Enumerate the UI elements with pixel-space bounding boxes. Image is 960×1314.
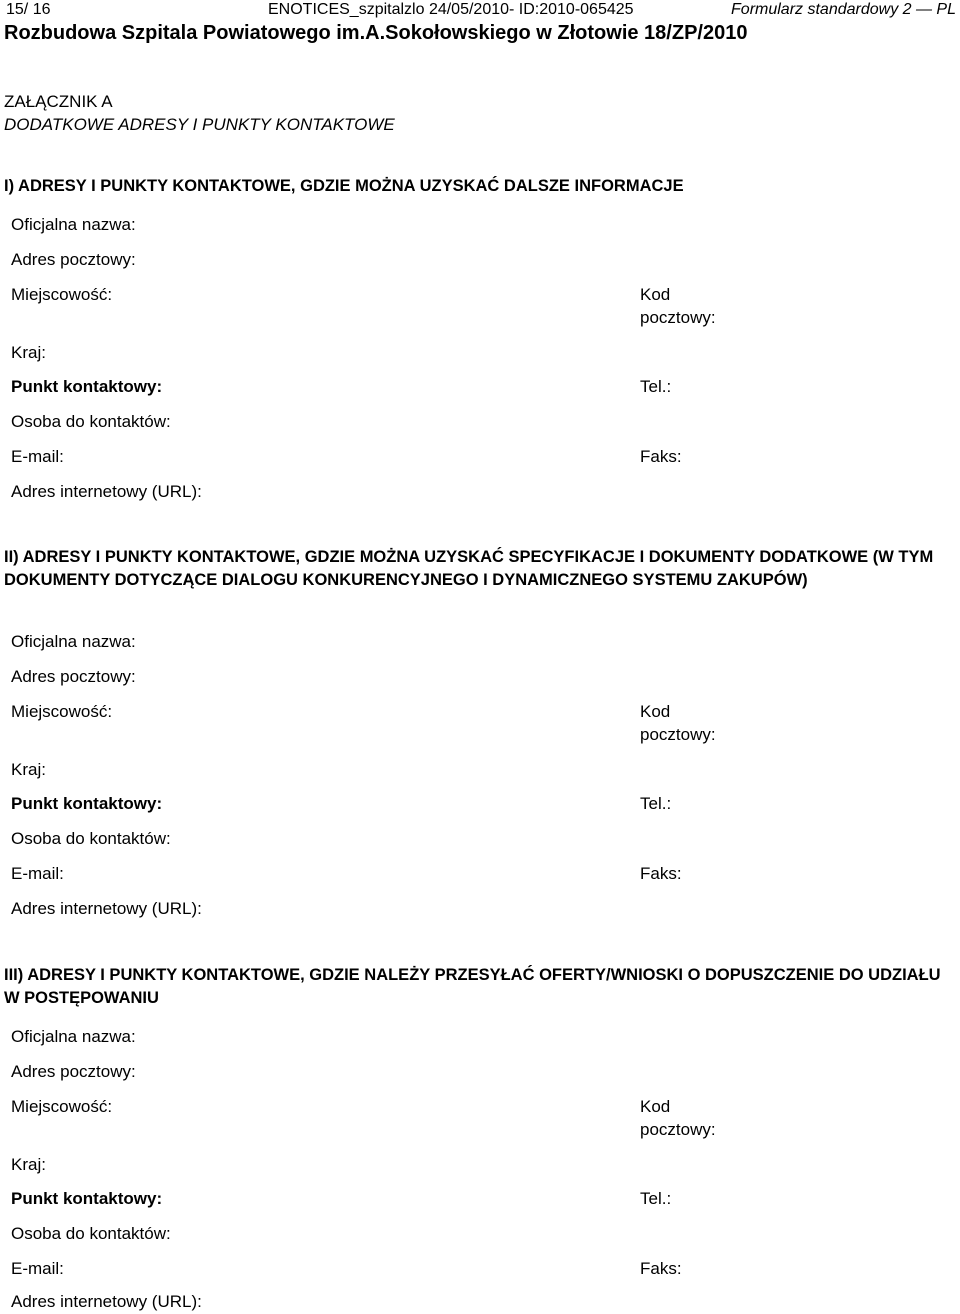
town-label: Miejscowość: bbox=[11, 702, 113, 721]
official-name-label: Oficjalna nazwa: bbox=[11, 1027, 136, 1046]
phone-label: Tel.: bbox=[640, 794, 672, 813]
annex-title: ZAŁĄCZNIK A bbox=[4, 92, 113, 111]
postal-code-label-line1: Kod bbox=[640, 702, 671, 721]
page-header bbox=[0, 0, 960, 22]
section-title: I) ADRESY I PUNKTY KONTAKTOWE, GDZIE MOŻNA UZYSKAĆ DALSZE INFORMACJE bbox=[4, 177, 684, 195]
contact-point-label: Punkt kontaktowy: bbox=[11, 1189, 163, 1208]
fax-label: Faks: bbox=[640, 447, 682, 466]
contact-point-label: Punkt kontaktowy: bbox=[11, 377, 163, 396]
postal-code-label-line2: pocztowy: bbox=[640, 308, 716, 327]
section-title: III) ADRESY I PUNKTY KONTAKTOWE, GDZIE NALEŻY PRZESYŁAĆ OFERTY/WNIOSKI O DOPUSZCZENIE DO UDZIAŁU W POSTĘPOWANIU bbox=[4, 966, 941, 1007]
postal-address-label: Adres pocztowy: bbox=[11, 250, 136, 269]
postal-code-label-line2: pocztowy: bbox=[640, 1120, 716, 1139]
internet-address-label: Adres internetowy (URL): bbox=[11, 482, 202, 501]
phone-label: Tel.: bbox=[640, 1189, 672, 1208]
town-label: Miejscowość: bbox=[11, 285, 113, 304]
contract-subject: Rozbudowa Szpitala Powiatowego im.A.Sokołowskiego w Złotowie 18/ZP/2010 bbox=[4, 22, 748, 44]
phone-label: Tel.: bbox=[640, 377, 672, 396]
contact-person-label: Osoba do kontaktów: bbox=[11, 829, 171, 848]
country-label: Kraj: bbox=[11, 1155, 46, 1174]
contact-person-label: Osoba do kontaktów: bbox=[11, 412, 171, 431]
official-name-label: Oficjalna nazwa: bbox=[11, 215, 136, 234]
town-label: Miejscowość: bbox=[11, 1097, 113, 1116]
official-name-label: Oficjalna nazwa: bbox=[11, 632, 136, 651]
postal-code-label-line1: Kod bbox=[640, 1097, 671, 1116]
section-title: II) ADRESY I PUNKTY KONTAKTOWE, GDZIE MOŻNA UZYSKAĆ SPECYFIKACJE I DOKUMENTY DODATKOWE (W TYM DOKUMENTY DOTYCZĄCE DIALOGU KONKURENCYJNEGO I DYNAMICZNEGO SYSTEMU ZAKUPÓW) bbox=[4, 548, 934, 589]
fax-label: Faks: bbox=[640, 864, 682, 883]
fax-label: Faks: bbox=[640, 1259, 682, 1278]
postal-code-label-line2: pocztowy: bbox=[640, 725, 716, 744]
postal-code-label-line1: Kod bbox=[640, 285, 671, 304]
notice-id: ENOTICES_szpitalzlo 24/05/2010- ID:2010-065425 bbox=[268, 1, 634, 18]
internet-address-label: Adres internetowy (URL): bbox=[11, 1292, 202, 1311]
contact-person-label: Osoba do kontaktów: bbox=[11, 1224, 171, 1243]
country-label: Kraj: bbox=[11, 343, 46, 362]
form-name: Formularz standardowy 2 — PL bbox=[731, 1, 956, 18]
postal-address-label: Adres pocztowy: bbox=[11, 1062, 136, 1081]
country-label: Kraj: bbox=[11, 760, 46, 779]
email-label: E-mail: bbox=[11, 447, 64, 466]
internet-address-label: Adres internetowy (URL): bbox=[11, 899, 202, 918]
email-label: E-mail: bbox=[11, 1259, 64, 1278]
postal-address-label: Adres pocztowy: bbox=[11, 667, 136, 686]
contact-point-label: Punkt kontaktowy: bbox=[11, 794, 163, 813]
email-label: E-mail: bbox=[11, 864, 64, 883]
page-number: 15/ 16 bbox=[6, 1, 51, 18]
annex-subtitle: DODATKOWE ADRESY I PUNKTY KONTAKTOWE bbox=[4, 115, 395, 134]
